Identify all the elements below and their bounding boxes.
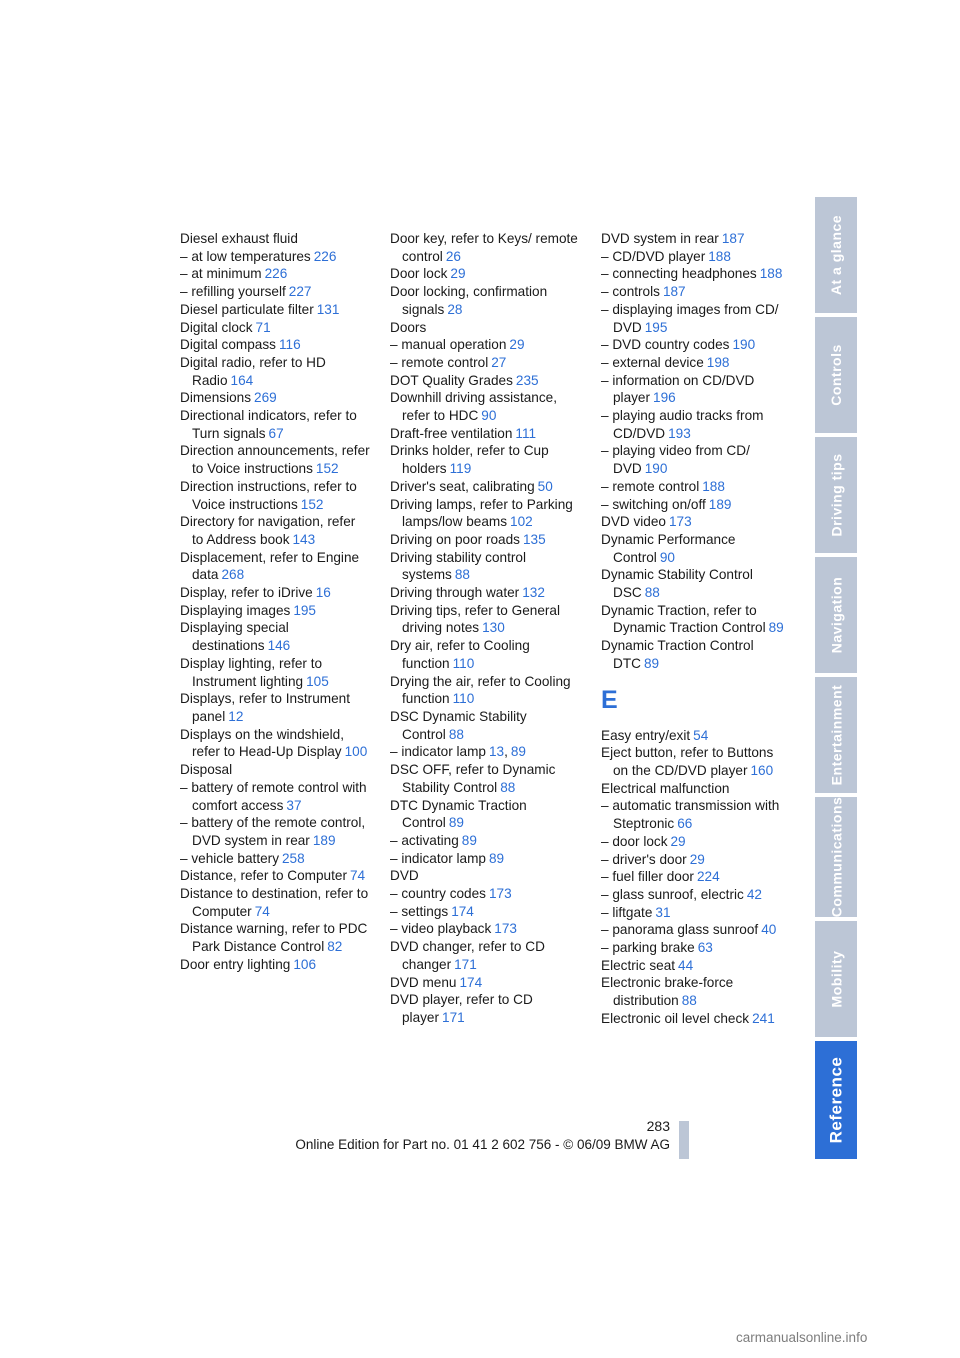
page-reference-link[interactable]: 88 bbox=[681, 993, 697, 1009]
page-reference-link[interactable]: 63 bbox=[697, 940, 713, 956]
index-entry bbox=[390, 283, 580, 318]
index-entry-text: Dynamic Traction Control DTC bbox=[601, 638, 754, 671]
index-entry bbox=[601, 797, 791, 832]
page-reference-link[interactable]: 100 bbox=[344, 744, 368, 760]
page-reference-link[interactable]: 88 bbox=[448, 726, 464, 742]
index-entry bbox=[180, 442, 370, 477]
index-entry bbox=[390, 850, 580, 868]
index-entry-text: – manual operation bbox=[390, 337, 507, 353]
index-entry bbox=[601, 957, 791, 975]
page-reference-link[interactable]: 193 bbox=[668, 425, 691, 441]
page-reference-link[interactable]: 173 bbox=[494, 921, 517, 937]
index-entry-text: Door locking, confirmation signals bbox=[390, 284, 548, 317]
page-reference-link[interactable]: 196 bbox=[653, 390, 676, 406]
page-reference-link[interactable]: 88 bbox=[454, 567, 470, 583]
index-entry bbox=[601, 637, 791, 672]
tab-label: Communications bbox=[828, 797, 845, 917]
index-entry-text: – vehicle battery bbox=[180, 850, 279, 866]
page-reference-link[interactable]: 188 bbox=[759, 266, 783, 282]
page-reference-link[interactable]: 171 bbox=[454, 956, 477, 972]
page-reference-link[interactable]: 29 bbox=[450, 266, 466, 282]
page-reference-link[interactable]: 89 bbox=[643, 655, 660, 671]
index-entry bbox=[390, 549, 580, 584]
index-entry bbox=[390, 531, 580, 549]
page-reference-link[interactable]: 44 bbox=[678, 957, 694, 973]
index-entry-text: Distance, refer to Computer bbox=[180, 868, 347, 884]
index-entry bbox=[390, 920, 580, 938]
index-entry-text: Door entry lighting bbox=[180, 956, 291, 972]
page-reference-link[interactable]: 89 bbox=[488, 850, 505, 866]
index-entry-text: Eject button, refer to Buttons on the CD/DVD player bbox=[601, 745, 774, 778]
index-entry-text: – driver's door bbox=[601, 851, 687, 867]
index-entry bbox=[390, 797, 580, 832]
index-entry bbox=[180, 850, 370, 868]
index-entry bbox=[390, 867, 580, 885]
tab-label: Controls bbox=[828, 344, 844, 406]
index-entry-text: – displaying images from CD/ DVD bbox=[601, 301, 779, 335]
index-entry bbox=[390, 761, 580, 796]
index-column-right bbox=[601, 230, 791, 1028]
index-entry bbox=[601, 265, 791, 283]
page-reference-link[interactable]: 102 bbox=[510, 514, 533, 530]
index-entry-text: Easy entry/exit bbox=[601, 727, 691, 743]
index-entry bbox=[601, 354, 791, 372]
index-entry-text: Driving stability control systems bbox=[390, 549, 526, 583]
index-entry bbox=[601, 833, 791, 851]
index-entry-text: Digital compass bbox=[180, 337, 276, 353]
index-entry-text: Door lock bbox=[390, 266, 448, 282]
index-entry bbox=[601, 478, 791, 496]
index-entry bbox=[601, 1010, 791, 1028]
page-reference-link[interactable]: 146 bbox=[267, 638, 291, 654]
page-reference-link[interactable]: 89 bbox=[448, 815, 464, 831]
page-reference-link[interactable]: 160 bbox=[750, 762, 774, 778]
page-reference-link[interactable]: 119 bbox=[449, 461, 472, 477]
tab-controls[interactable] bbox=[815, 317, 857, 433]
index-entry-text: DTC Dynamic Traction Control bbox=[390, 797, 527, 831]
index-entry-text: Diesel particulate filter bbox=[180, 301, 314, 317]
page-reference-link[interactable]: 190 bbox=[644, 461, 668, 477]
index-entry-text: – activating bbox=[390, 832, 459, 848]
index-entry bbox=[180, 248, 370, 266]
page-reference-link[interactable]: 189 bbox=[312, 832, 336, 848]
page-reference-link[interactable]: 269 bbox=[254, 390, 277, 406]
page-reference-link[interactable]: 164 bbox=[230, 372, 254, 388]
index-entry bbox=[390, 974, 580, 992]
index-entry-text: – parking brake bbox=[601, 940, 695, 956]
index-entry-text: Displays on the windshield, refer to Head-Up Display bbox=[180, 726, 344, 760]
index-entry-text: Diesel exhaust fluid bbox=[180, 231, 298, 246]
tab-mobility[interactable] bbox=[815, 921, 857, 1037]
index-entry-text: Displacement, refer to Engine data bbox=[180, 549, 360, 583]
index-entry bbox=[180, 867, 370, 885]
tab-label: Navigation bbox=[828, 576, 845, 654]
index-entry bbox=[390, 336, 580, 354]
index-entry-text: Drinks holder, refer to Cup holders bbox=[390, 443, 549, 477]
page-reference-link[interactable]: 116 bbox=[278, 337, 301, 353]
tab-communications[interactable] bbox=[815, 797, 857, 917]
page-reference-link[interactable]: 16 bbox=[315, 585, 331, 601]
page-reference-link[interactable]: 37 bbox=[286, 797, 302, 813]
index-entry-text: Doors bbox=[390, 319, 427, 335]
page-reference-link[interactable]: 74 bbox=[349, 868, 366, 884]
page-reference-link[interactable]: 26 bbox=[445, 248, 461, 264]
index-entry bbox=[180, 584, 370, 602]
index-entry-text: Electric seat bbox=[601, 957, 676, 973]
index-entry-text: – liftgate bbox=[601, 904, 653, 920]
index-entry-text: Dry air, refer to Cooling function bbox=[390, 638, 530, 671]
page-reference-link[interactable]: 89 bbox=[510, 744, 526, 760]
index-entry bbox=[180, 761, 370, 779]
index-entry-text: Dynamic Traction, refer to Dynamic Traction Control bbox=[601, 602, 766, 636]
index-entry-text: – battery of remote control with comfort access bbox=[180, 779, 367, 813]
index-entry bbox=[601, 301, 791, 336]
index-entry bbox=[390, 230, 580, 265]
page-reference-link[interactable]: 132 bbox=[522, 585, 545, 601]
page-reference-link[interactable]: 152 bbox=[315, 461, 339, 477]
index-entry bbox=[390, 832, 580, 850]
page-reference-link[interactable]: 241 bbox=[752, 1010, 775, 1026]
page-reference-link[interactable]: 268 bbox=[221, 567, 245, 583]
index-entry-text: – country codes bbox=[390, 886, 486, 902]
index-column-left bbox=[180, 230, 370, 974]
index-entry bbox=[601, 727, 791, 745]
index-entry bbox=[601, 886, 791, 904]
page-reference-link[interactable]: 171 bbox=[442, 1009, 465, 1025]
page-reference-link[interactable]: 67 bbox=[268, 425, 284, 441]
index-entry-text: Digital radio, refer to HD Radio bbox=[180, 354, 326, 388]
page-reference-link[interactable]: 110 bbox=[452, 691, 475, 707]
footer-bar bbox=[679, 1121, 689, 1159]
index-entry bbox=[601, 230, 791, 248]
page-reference-link[interactable]: 29 bbox=[689, 851, 705, 867]
index-entry bbox=[180, 336, 370, 354]
index-entry-text: – video playback bbox=[390, 921, 492, 937]
index-entry-text: DVD video bbox=[601, 514, 666, 530]
index-entry bbox=[601, 513, 791, 531]
index-entry bbox=[390, 584, 580, 602]
page-reference-link[interactable]: 152 bbox=[300, 496, 324, 512]
index-entry-text: Downhill driving assistance, refer to HDC bbox=[390, 390, 557, 424]
page-reference-link[interactable]: 54 bbox=[693, 727, 709, 743]
index-entry-text: – battery of the remote control, DVD system in rear bbox=[180, 815, 366, 848]
page-reference-link[interactable]: 187 bbox=[662, 284, 686, 300]
watermark: carmanualsonline.info bbox=[736, 1330, 868, 1345]
footer-edition-text: Online Edition for Part no. 01 41 2 602 756 - © 06/09 BMW AG bbox=[295, 1137, 670, 1152]
index-entry-text: Drying the air, refer to Cooling function bbox=[390, 673, 571, 707]
index-entry bbox=[180, 354, 370, 389]
page-reference-link[interactable]: 190 bbox=[732, 337, 756, 353]
index-entry-text: Distance to destination, refer to Computer bbox=[180, 886, 369, 919]
index-entry-text: – DVD country codes bbox=[601, 337, 730, 353]
index-entry-text: Draft-free ventilation bbox=[390, 425, 513, 441]
page-reference-link[interactable]: 195 bbox=[293, 602, 316, 618]
index-entry: – indicator lamp 13, 89 bbox=[390, 744, 526, 760]
index-entry bbox=[390, 478, 580, 496]
page-reference-link[interactable]: 198 bbox=[706, 354, 730, 370]
page-reference-link[interactable]: 28 bbox=[447, 301, 463, 317]
index-entry-text: Driving through water bbox=[390, 585, 520, 601]
index-entry bbox=[601, 868, 791, 886]
index-entry-text: DVD system in rear bbox=[601, 231, 719, 246]
index-entry bbox=[180, 478, 370, 513]
index-entry bbox=[601, 904, 791, 922]
index-entry bbox=[601, 744, 791, 779]
page-reference-link[interactable]: 227 bbox=[288, 284, 312, 300]
page-reference-link[interactable]: 143 bbox=[292, 531, 316, 547]
page-reference-link[interactable]: 130 bbox=[482, 620, 505, 636]
index-entry bbox=[390, 496, 580, 531]
index-entry bbox=[390, 673, 580, 708]
section-letter: E bbox=[601, 685, 618, 714]
index-entry-text: Displaying images bbox=[180, 602, 291, 618]
page-reference-link[interactable]: 189 bbox=[708, 496, 732, 512]
index-entry bbox=[390, 425, 580, 443]
tab-at-a-glance[interactable] bbox=[815, 197, 857, 313]
page-reference-link[interactable]: 258 bbox=[282, 850, 305, 866]
page-reference-link[interactable]: 235 bbox=[515, 372, 539, 388]
index-entry-text: Dimensions bbox=[180, 390, 252, 406]
index-entry bbox=[390, 991, 580, 1026]
page-reference-link[interactable]: 13 bbox=[488, 744, 505, 760]
page-reference-link[interactable]: 226 bbox=[313, 248, 337, 264]
index-column-middle bbox=[390, 230, 580, 1027]
index-entry bbox=[180, 690, 370, 725]
index-entry-text: – panorama glass sunroof bbox=[601, 922, 759, 938]
page-reference-link[interactable]: 71 bbox=[255, 319, 271, 335]
index-entry bbox=[390, 885, 580, 903]
index-entry-text: Disposal bbox=[180, 762, 233, 778]
index-entry bbox=[390, 372, 580, 390]
index-entry-text: DVD changer, refer to CD changer bbox=[390, 939, 545, 972]
index-entry bbox=[601, 974, 791, 1009]
index-entry-text: Driving tips, refer to General driving notes bbox=[390, 602, 560, 636]
page-reference-link[interactable]: 131 bbox=[316, 301, 340, 317]
index-entry bbox=[180, 549, 370, 584]
index-entry-text: – playing video from CD/ DVD bbox=[601, 443, 750, 477]
index-entry bbox=[601, 939, 791, 957]
tab-label: Reference bbox=[826, 1056, 845, 1144]
page-reference-link[interactable]: 174 bbox=[451, 903, 474, 919]
page-reference-link[interactable]: 110 bbox=[452, 655, 475, 671]
page-reference-link[interactable]: 50 bbox=[537, 478, 553, 494]
index-entry bbox=[390, 265, 580, 283]
index-entry-text: – information on CD/DVD player bbox=[601, 372, 755, 406]
tab-label: Entertainment bbox=[828, 684, 844, 786]
index-entry-text: – door lock bbox=[601, 833, 668, 849]
index-entry bbox=[601, 372, 791, 407]
page-reference-link[interactable]: 195 bbox=[644, 319, 668, 335]
index-entry-text: Driving on poor roads bbox=[390, 531, 520, 547]
index-entry bbox=[180, 920, 370, 955]
index-entry bbox=[180, 956, 370, 974]
index-entry bbox=[390, 708, 580, 743]
index-entry-text: – at low temperatures bbox=[180, 248, 311, 264]
index-entry bbox=[390, 442, 580, 477]
index-entry bbox=[601, 851, 791, 869]
page-reference-link[interactable]: 88 bbox=[644, 585, 660, 601]
page-number: 283 bbox=[646, 1118, 670, 1134]
index-entry bbox=[601, 336, 791, 354]
index-entry bbox=[180, 230, 370, 248]
page-reference-link[interactable]: 27 bbox=[491, 354, 507, 370]
index-entry-text: Driver's seat, calibrating bbox=[390, 478, 535, 494]
index-entry bbox=[180, 602, 370, 620]
index-entry bbox=[601, 780, 791, 798]
index-entry bbox=[601, 442, 791, 477]
index-entry-text: Driving lamps, refer to Parking lamps/low beams bbox=[390, 496, 573, 530]
index-entry bbox=[390, 389, 580, 424]
index-entry-text: – remote control bbox=[390, 354, 489, 370]
tab-entertainment[interactable] bbox=[815, 677, 857, 793]
index-entry-text: – external device bbox=[601, 354, 704, 370]
index-entry-text: DSC OFF, refer to Dynamic Stability Control bbox=[390, 762, 556, 795]
index-entry-text: – connecting headphones bbox=[601, 266, 757, 282]
index-entry bbox=[390, 602, 580, 637]
page-reference-link[interactable]: 89 bbox=[461, 832, 477, 848]
tab-navigation[interactable] bbox=[815, 557, 857, 673]
tab-reference[interactable] bbox=[815, 1041, 857, 1159]
page-reference-link[interactable]: 111 bbox=[515, 425, 537, 441]
index-entry-text: Dynamic Stability Control DSC bbox=[601, 567, 753, 601]
page-reference-link[interactable]: 31 bbox=[655, 904, 671, 920]
index-entry bbox=[390, 903, 580, 921]
index-entry bbox=[601, 283, 791, 301]
page-reference-link[interactable]: 173 bbox=[668, 514, 692, 530]
index-entry-text: Directory for navigation, refer to Address book bbox=[180, 514, 356, 547]
index-entry bbox=[180, 265, 370, 283]
index-entry-text: – switching on/off bbox=[601, 496, 706, 512]
index-entry-text: Directional indicators, refer to Turn signals bbox=[180, 408, 357, 441]
index-entry bbox=[180, 283, 370, 301]
tab-label: Driving tips bbox=[828, 453, 845, 537]
index-entry bbox=[180, 513, 370, 548]
index-entry bbox=[601, 496, 791, 514]
index-entry-text: Digital clock bbox=[180, 319, 253, 335]
page-reference-link[interactable]: 135 bbox=[522, 531, 546, 547]
index-entry-text: DVD menu bbox=[390, 974, 457, 990]
page-reference-link[interactable]: 174 bbox=[459, 974, 483, 990]
page-reference-link[interactable]: 88 bbox=[500, 779, 516, 795]
index-entry-text: Electronic brake-force distribution bbox=[601, 975, 734, 1009]
index-entry bbox=[390, 637, 580, 672]
index-entry-text: Door key, refer to Keys/ remote control bbox=[390, 231, 578, 264]
index-entry-text: Electrical malfunction bbox=[601, 780, 730, 796]
index-entry-text: – CD/DVD player bbox=[601, 248, 706, 264]
page-reference-link[interactable]: 90 bbox=[659, 549, 675, 565]
index-entry-text: DOT Quality Grades bbox=[390, 372, 513, 388]
page-reference-link[interactable]: 74 bbox=[254, 903, 270, 919]
index-entry-text: – refilling yourself bbox=[180, 284, 286, 300]
page-reference-link[interactable]: 187 bbox=[721, 231, 745, 246]
index-entry bbox=[601, 531, 791, 566]
index-entry bbox=[601, 248, 791, 266]
index-entry-text: – indicator lamp bbox=[390, 744, 486, 760]
index-entry bbox=[601, 921, 791, 939]
index-entry-text: Dynamic Performance Control bbox=[601, 531, 736, 565]
index-entry-text: – playing audio tracks from CD/DVD bbox=[601, 408, 764, 441]
index-entry bbox=[601, 602, 791, 637]
index-entry bbox=[180, 726, 370, 761]
page-reference-link[interactable]: 105 bbox=[306, 673, 329, 689]
index-entry bbox=[390, 354, 580, 372]
index-entry-text: – automatic transmission with Steptronic bbox=[601, 798, 780, 832]
page-reference-link[interactable]: 42 bbox=[746, 886, 762, 902]
index-entry bbox=[180, 885, 370, 920]
index-entry-text: DVD player, refer to CD player bbox=[390, 992, 533, 1025]
page-reference-link[interactable]: 29 bbox=[670, 833, 686, 849]
page-reference-link[interactable]: 173 bbox=[488, 886, 512, 902]
index-entry-text: – controls bbox=[601, 284, 660, 300]
index-entry bbox=[601, 566, 791, 601]
index-entry bbox=[390, 319, 580, 337]
index-entry-text: Displays, refer to Instrument panel bbox=[180, 691, 350, 724]
page-reference-link[interactable]: 66 bbox=[677, 816, 693, 832]
index-entry-text: – indicator lamp bbox=[390, 850, 486, 866]
index-entry bbox=[180, 814, 370, 849]
index-entry-text: – at minimum bbox=[180, 266, 262, 282]
index-entry-text: – settings bbox=[390, 903, 449, 919]
index-entry-text: Direction instructions, refer to Voice instructions bbox=[180, 478, 357, 512]
index-entry-text: Display, refer to iDrive bbox=[180, 585, 313, 601]
index-entry bbox=[180, 779, 370, 814]
index-entry bbox=[180, 619, 370, 654]
index-entry-text: Displaying special destinations bbox=[180, 620, 289, 654]
index-entry-text: DSC Dynamic Stability Control bbox=[390, 708, 527, 742]
page-reference-link[interactable]: 188 bbox=[702, 478, 725, 494]
index-entry bbox=[180, 301, 370, 319]
page-reference-link[interactable]: 89 bbox=[768, 620, 784, 636]
index-entry bbox=[601, 407, 791, 442]
index-entry bbox=[180, 655, 370, 690]
index-entry-text: – fuel filler door bbox=[601, 869, 694, 885]
page-reference-link[interactable]: 106 bbox=[293, 956, 317, 972]
index-entry bbox=[180, 407, 370, 442]
page-reference-link[interactable]: 40 bbox=[761, 922, 777, 938]
page-reference-link[interactable]: 188 bbox=[708, 248, 731, 264]
index-entry bbox=[390, 938, 580, 973]
index-entry-text: DVD bbox=[390, 868, 419, 884]
index-entry-text: Direction announcements, refer to Voice instructions bbox=[180, 443, 370, 477]
page-reference-link[interactable]: 12 bbox=[228, 708, 244, 724]
tab-driving-tips[interactable] bbox=[815, 437, 857, 553]
page-reference-link[interactable]: 224 bbox=[696, 869, 720, 885]
page-reference-link[interactable]: 226 bbox=[264, 266, 288, 282]
tab-label: Mobility bbox=[828, 950, 845, 1008]
page-reference-link[interactable]: 29 bbox=[509, 337, 525, 353]
index-entry-text: Electronic oil level check bbox=[601, 1010, 750, 1026]
index-entry-text: – glass sunroof, electric bbox=[601, 886, 744, 902]
page-reference-link[interactable]: 82 bbox=[327, 939, 343, 955]
index-entry-text: Display lighting, refer to Instrument lighting bbox=[180, 655, 323, 689]
index-entry-text: – remote control bbox=[601, 478, 700, 494]
tab-label: At a glance bbox=[828, 214, 845, 296]
index-entry bbox=[180, 319, 370, 337]
index-entry-text: Distance warning, refer to PDC Park Distance Control bbox=[180, 921, 368, 955]
page-reference-link[interactable]: 90 bbox=[481, 408, 497, 424]
index-entry bbox=[180, 389, 370, 407]
